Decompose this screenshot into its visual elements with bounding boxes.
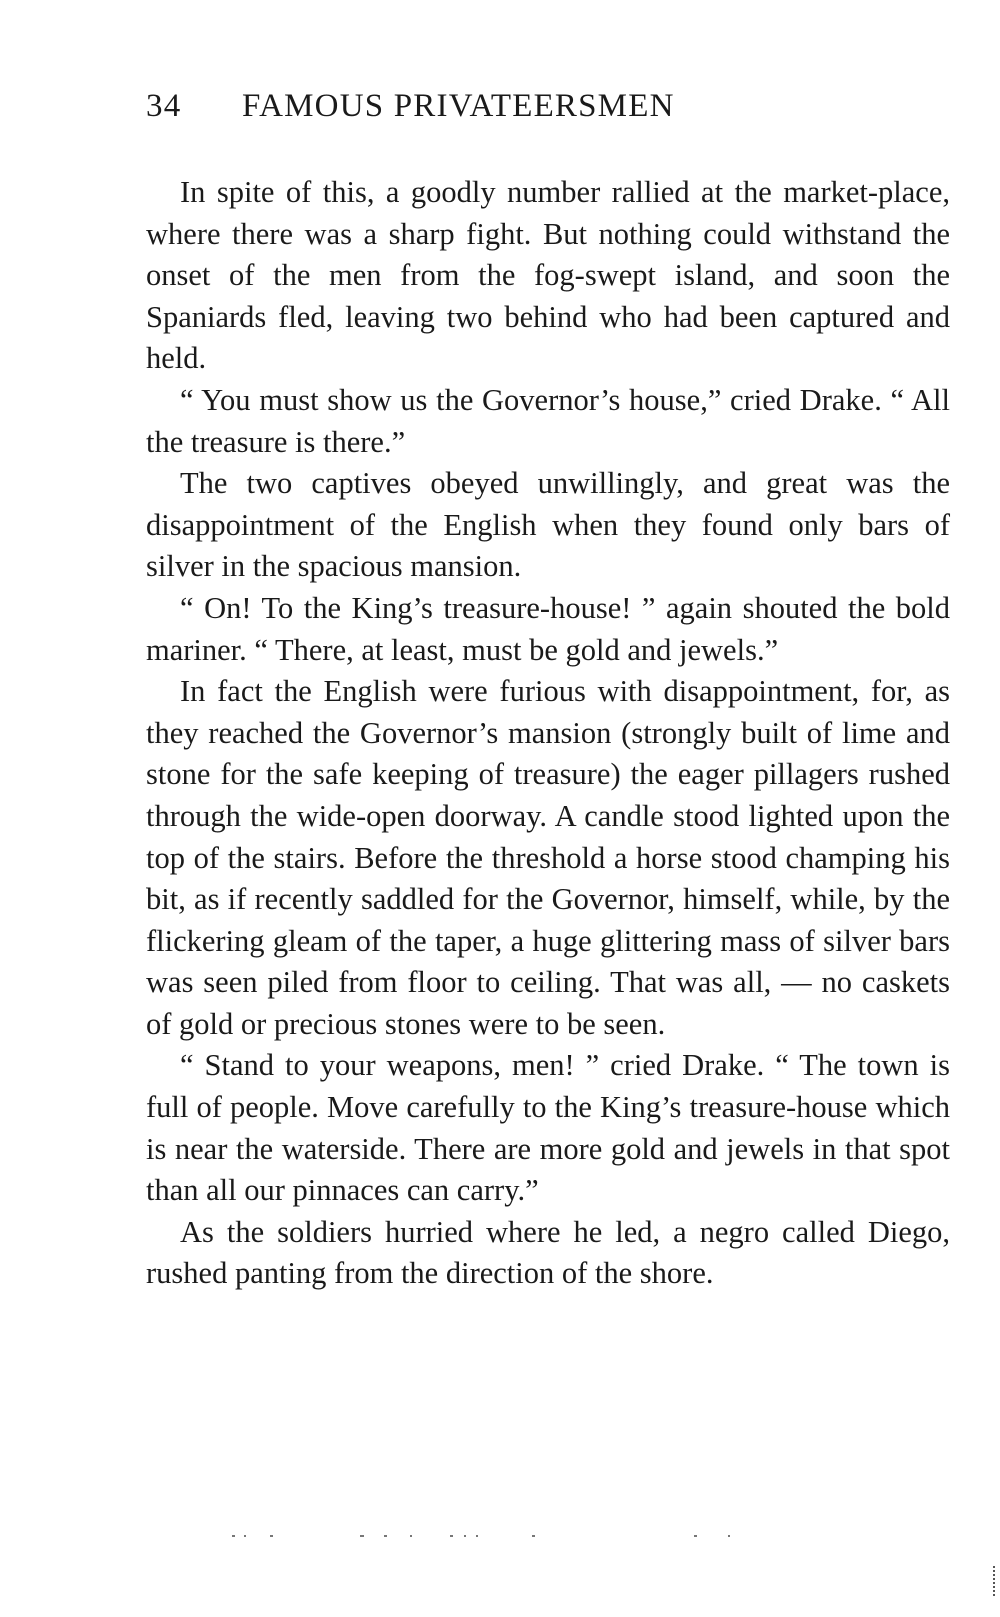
running-head xyxy=(146,88,946,138)
page-number: 34 xyxy=(146,88,182,124)
paragraph-1: In spite of this, a goodly number rallied at the market-place, where there was a sharp fight. But nothing could withstand the onset of the men from the fog-swept island, and soon the Spaniards fled, leaving two behind who had been captured and held. xyxy=(146,175,950,376)
paragraph-5: In fact the English were furious with disappointment, for, as they reached the Governor’s mansion (strongly built of lime and stone for the safe keeping of treasure) the eager pillagers rushed through the wide-open doorway. A candle stood lighted upon the top of the stairs. Before the threshold a horse stood champing his bit, as if recently saddled for the Governor, himself, while, by the flickering gleam of the taper, a huge glittering mass of silver bars was seen piled from floor to ceiling. That was all, — no caskets of gold or precious stones were to be seen. xyxy=(146,674,950,1041)
paragraph-3: The two captives obeyed unwillingly, and great was the disappointment of the English when they found only bars of silver in the spacious mansion. xyxy=(146,466,950,584)
paragraph-4: “ On! To the King’s treasure-house! ” again shouted the bold mariner. “ There, at least, must be gold and jewels.” xyxy=(146,590,950,667)
paragraph-2: “ You must show us the Governor’s house,” cried Drake. “ All the treasure is there.” xyxy=(146,382,950,459)
print-speckles xyxy=(232,1535,752,1539)
paragraph-7: As the soldiers hurried where he led, a negro called Diego, rushed panting from the direction of the shore. xyxy=(146,1214,950,1291)
scan-edge-marks xyxy=(993,1566,998,1596)
body-text xyxy=(146,172,950,1295)
paragraph-6: “ Stand to your weapons, men! ” cried Drake. “ The town is full of people. Move carefully to the King’s treasure-house which is near the waterside. There are more gold and jewels in that spot than all our pinnaces can carry.” xyxy=(146,1048,950,1208)
book-title: FAMOUS PRIVATEERSMEN xyxy=(242,88,675,124)
